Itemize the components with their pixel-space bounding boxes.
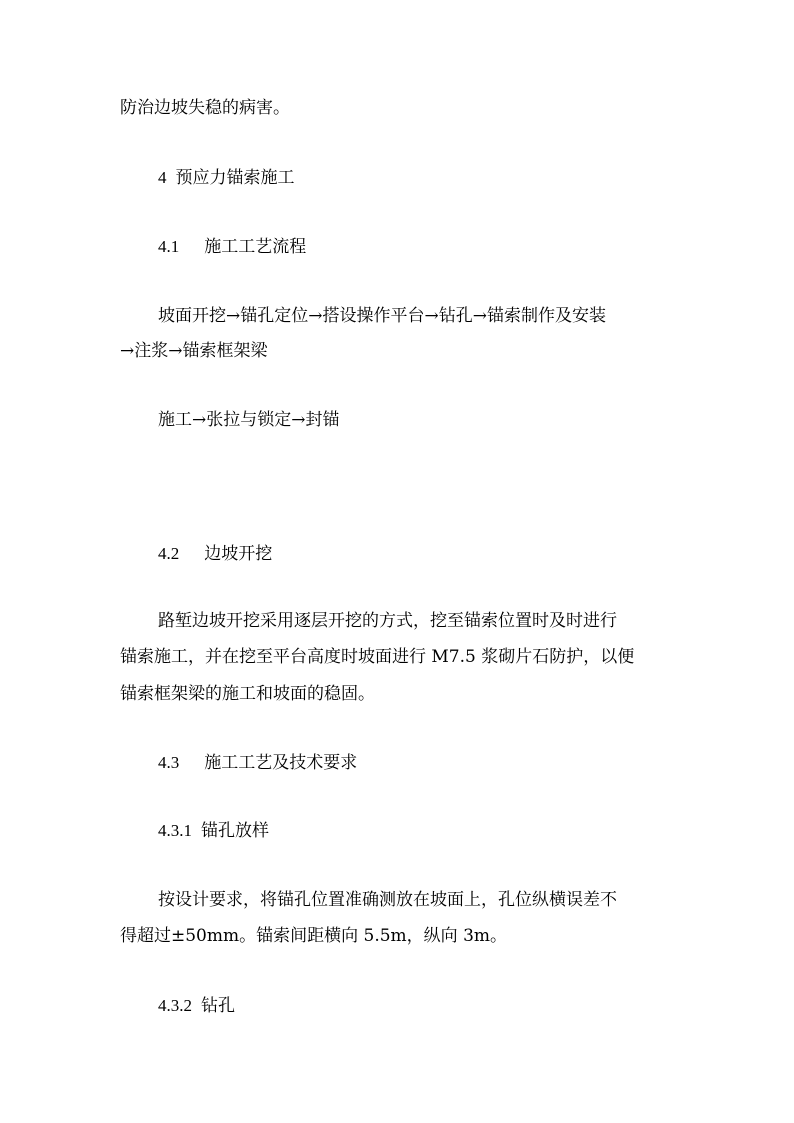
- heading-title: 边坡开挖: [204, 544, 273, 564]
- paragraph-4-3-1-line-1: 按设计要求，将锚孔位置准确测放在坡面上，孔位纵横误差不: [158, 890, 617, 910]
- heading-number: 4.3: [158, 753, 180, 772]
- heading-number: 4.3.1: [158, 821, 192, 840]
- heading-number: 4.3.2: [158, 996, 192, 1015]
- heading-section-4-3-1: [158, 820, 269, 842]
- heading-section-4-2: [158, 543, 272, 565]
- paragraph-flow-line-1: 坡面开挖→锚孔定位→搭设操作平台→钻孔→锚索制作及安装: [158, 306, 606, 326]
- heading-section-4-1: [158, 236, 306, 258]
- heading-number: 4.1: [158, 237, 180, 256]
- heading-title: 施工工艺流程: [204, 237, 307, 257]
- paragraph-4-3-1-line-2: 得超过±50mm。锚索间距横向 5.5m，纵向 3m。: [120, 926, 508, 946]
- paragraph-4-2-line-2: 锚索施工，并在挖至平台高度时坡面进行 M7.5 浆砌片石防护，以便: [120, 647, 635, 667]
- paragraph-flow-line-2: →注浆→锚索框架梁: [120, 341, 268, 361]
- heading-title: 钻孔: [201, 996, 235, 1016]
- heading-section-4: [158, 167, 295, 189]
- heading-title: 锚孔放样: [201, 821, 269, 841]
- paragraph-4-2-line-3: 锚索框架梁的施工和坡面的稳固。: [120, 684, 375, 704]
- heading-number: 4.2: [158, 544, 180, 563]
- paragraph-flow-line-3: 施工→张拉与锁定→封锚: [158, 410, 340, 430]
- heading-section-4-3-2: [158, 995, 235, 1017]
- heading-title: 施工工艺及技术要求: [204, 753, 358, 773]
- paragraph-intro-tail: 防治边坡失稳的病害。: [120, 98, 290, 118]
- heading-number: 4: [158, 168, 167, 187]
- heading-section-4-3: [158, 752, 357, 774]
- heading-title: 预应力锚索施工: [175, 168, 295, 188]
- paragraph-4-2-line-1: 路堑边坡开挖采用逐层开挖的方式，挖至锚索位置时及时进行: [158, 611, 617, 631]
